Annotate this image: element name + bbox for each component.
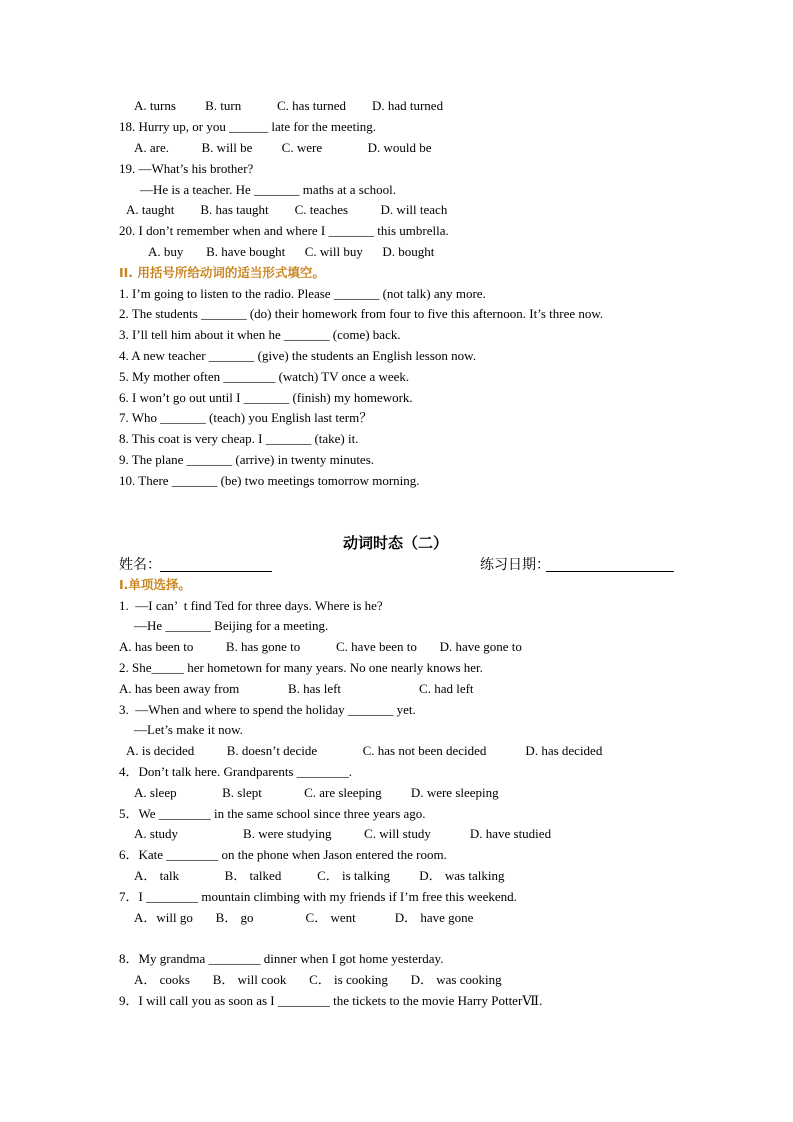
q18-question: 18. Hurry up, or you ______ late for the meeting.: [119, 119, 377, 134]
p2-q5-question: 5．We ________ in the same school since three years ago.: [119, 806, 426, 821]
p2-q2-options: A. has been away from B. has left C. had left: [119, 681, 474, 696]
fill-item-7: 7. Who _______ (teach) you English last term？: [119, 410, 373, 425]
p2-q3-question: 3. —When and where to spend the holiday _______ yet.: [119, 702, 416, 717]
p2-q7-options: A．will go B． go C． went D． have gone: [134, 910, 474, 925]
fill-item-2: 2. The students _______ (do) their homework from four to five this afternoon. It’s three now.: [119, 306, 604, 321]
section-1-heading: I.单项选择。: [119, 577, 191, 592]
p2-q5-options: A. study B. were studying C. will study D. have studied: [134, 826, 552, 841]
p2-q1-question: 1. —I can’ t find Ted for three days. Where is he?: [119, 598, 383, 613]
fill-item-1: 1. I’m going to listen to the radio. Please _______ (not talk) any more.: [119, 286, 486, 301]
p2-q3-options: A. is decided B. doesn’t decide C. has not been decided D. has decided: [126, 743, 603, 758]
p2-q8-options: A． cooks B． will cook C． is cooking D． was cooking: [134, 972, 502, 987]
p2-q3-answer-line: —Let’s make it now.: [134, 722, 243, 737]
q18-options: A. are. B. will be C. were D. would be: [134, 140, 432, 155]
q20-options: A. buy B. have bought C. will buy D. bought: [148, 244, 435, 259]
p2-q6-options: A． talk B． talked C． is talking D． was talking: [134, 868, 505, 883]
date-label: 练习日期：: [480, 557, 550, 573]
q17-options: A. turns B. turn C. has turned D. had turned: [134, 98, 444, 113]
q19-options: A. taught B. has taught C. teaches D. will teach: [126, 202, 448, 217]
name-label: 姓名：: [119, 557, 161, 573]
p2-q4-options: A. sleep B. slept C. are sleeping D. were sleeping: [134, 785, 499, 800]
p2-q1-answer-line: —He _______ Beijing for a meeting.: [134, 618, 329, 633]
p2-q2-question: 2. She_____ her hometown for many years. No one nearly knows her.: [119, 660, 483, 675]
p2-q9-question: 9．I will call you as soon as I ________ the tickets to the movie Harry PotterⅦ.: [119, 993, 543, 1008]
p2-q6-question: 6．Kate ________ on the phone when Jason entered the room.: [119, 847, 447, 862]
p2-q8-question: 8．My grandma ________ dinner when I got home yesterday.: [119, 951, 444, 966]
q19-question: 19. —What’s his brother?: [119, 161, 254, 176]
q19-answer-line: —He is a teacher. He _______ maths at a school.: [140, 182, 396, 197]
fill-item-5: 5. My mother often ________ (watch) TV once a week.: [119, 369, 410, 384]
section-2-heading: II. 用括号所给动词的适当形式填空。: [119, 265, 325, 280]
fill-item-9: 9. The plane _______ (arrive) in twenty minutes.: [119, 452, 375, 467]
p2-q7-question: 7．I ________ mountain climbing with my friends if I’m free this weekend.: [119, 889, 517, 904]
fill-item-4: 4. A new teacher _______ (give) the students an English lesson now.: [119, 348, 476, 363]
name-field[interactable]: [160, 571, 272, 572]
date-field[interactable]: [546, 571, 674, 572]
fill-item-3: 3. I’ll tell him about it when he _______ (come) back.: [119, 327, 401, 342]
p2-q4-question: 4．Don’t talk here. Grandparents ________.: [119, 764, 352, 779]
q20-question: 20. I don’t remember when and where I _______ this umbrella.: [119, 223, 449, 238]
fill-item-6: 6. I won’t go out until I _______ (finish) my homework.: [119, 390, 413, 405]
fill-item-8: 8. This coat is very cheap. I _______ (take) it.: [119, 431, 359, 446]
p2-q1-options: A. has been to B. has gone to C. have been to D. have gone to: [119, 639, 522, 654]
worksheet-title: 动词时态（二）: [343, 534, 449, 552]
fill-item-10: 10. There _______ (be) two meetings tomorrow morning.: [119, 473, 420, 488]
